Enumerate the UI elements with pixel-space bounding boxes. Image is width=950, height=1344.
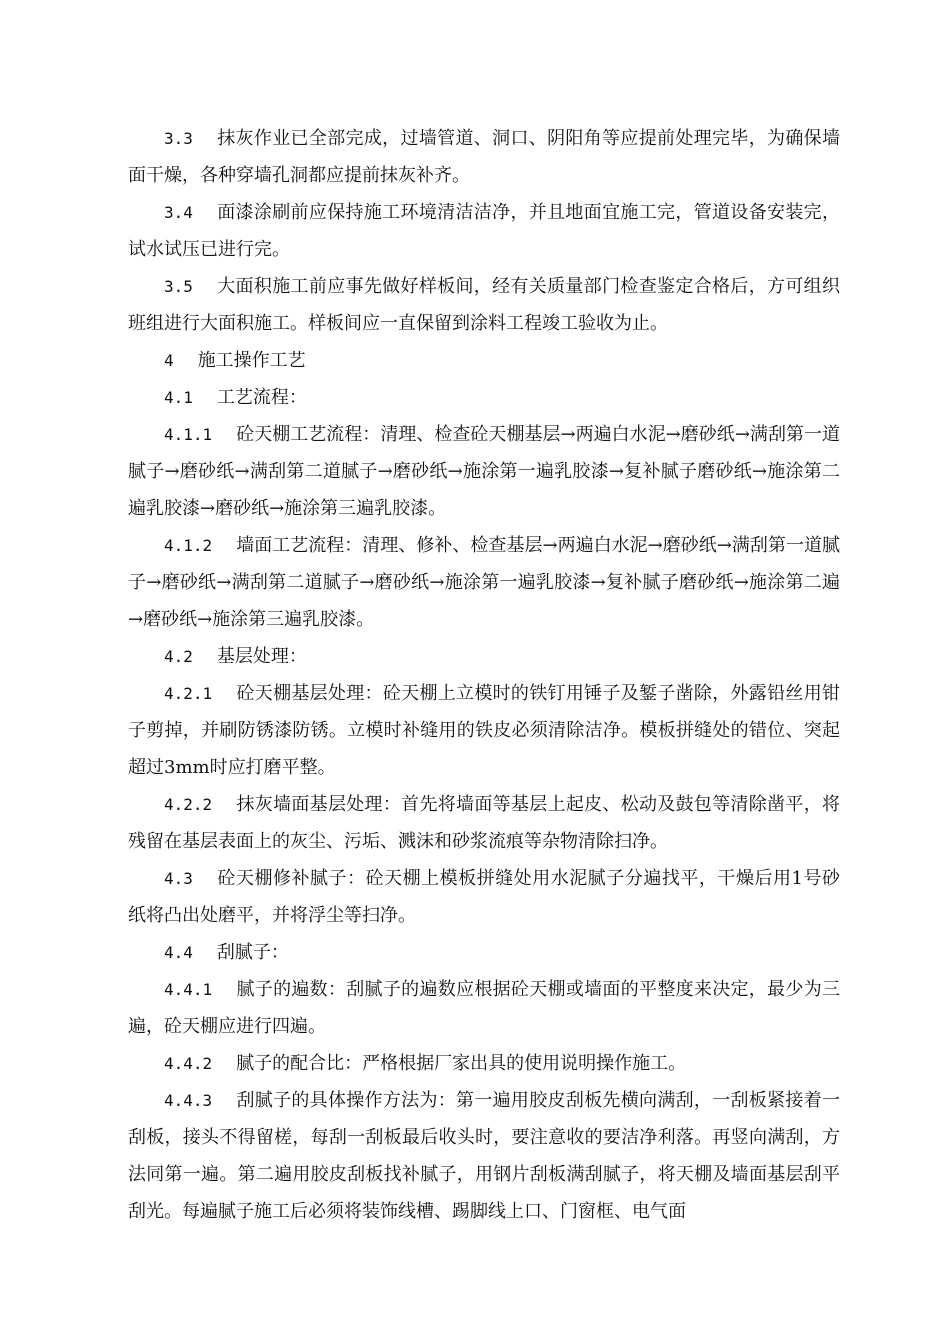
section-number: 4.4.1 xyxy=(164,980,213,999)
paragraph-4-4-1 xyxy=(128,971,840,1045)
paragraph-text: 抹灰作业已全部完成，过墙管道、洞口、阴阳角等应提前处理完毕，为确保墙面干燥，各种穿墙孔洞都应提前抹灰补齐。 xyxy=(128,128,840,186)
paragraph-text: 面漆涂刷前应保持施工环境清洁洁净，并且地面宜施工完，管道设备安装完，试水试压已进行完。 xyxy=(128,202,840,260)
paragraph-3-5 xyxy=(128,268,840,342)
paragraph-3-3 xyxy=(128,120,840,194)
paragraph-text: 砼天棚工艺流程：清理、检查砼天棚基层→两遍白水泥→磨砂纸→满刮第一道腻子→磨砂纸→满刮第二道腻子→磨砂纸→施涂第一遍乳胶漆→复补腻子磨砂纸→施涂第二遍乳胶漆→磨砂纸→施涂第三遍乳胶漆。 xyxy=(128,424,840,519)
paragraph-text: 腻子的遍数：刮腻子的遍数应根据砼天棚或墙面的平整度来决定，最少为三遍，砼天棚应进行四遍。 xyxy=(128,979,840,1037)
section-heading: 工艺流程： xyxy=(216,387,307,408)
section-heading: 刮腻子： xyxy=(216,942,289,963)
paragraph-text: 腻子的配合比：严格根据厂家出具的使用说明操作施工。 xyxy=(236,1053,687,1074)
paragraph-text: 砼天棚基层处理：砼天棚上立模时的铁钉用锤子及錾子凿除，外露铅丝用钳子剪掉，并刷防锈漆防锈。立模时补缝用的铁皮必须清除洁净。模板拼缝处的错位、突起超过3mm时应打磨平整。 xyxy=(128,683,840,778)
paragraph-4-4-2 xyxy=(128,1045,840,1082)
section-number: 3.4 xyxy=(164,203,193,222)
section-number: 4 xyxy=(164,351,174,370)
section-number: 3.3 xyxy=(164,129,193,148)
paragraph-4-3 xyxy=(128,860,840,934)
section-number: 4.2 xyxy=(164,647,193,666)
section-number: 4.1 xyxy=(164,388,193,407)
paragraph-4-4-3 xyxy=(128,1082,840,1230)
heading-4 xyxy=(128,342,840,379)
section-number: 3.5 xyxy=(164,277,193,296)
section-heading: 施工操作工艺 xyxy=(197,350,306,371)
document-body xyxy=(128,120,840,1230)
section-number: 4.2.1 xyxy=(164,684,213,703)
paragraph-text: 大面积施工前应事先做好样板间，经有关质量部门检查鉴定合格后，方可组织班组进行大面积施工。样板间应一直保留到涂料工程竣工验收为止。 xyxy=(128,276,840,334)
paragraph-text: 刮腻子的具体操作方法为：第一遍用胶皮刮板先横向满刮，一刮板紧接着一刮板，接头不得留槎，每刮一刮板最后收头时，要注意收的要洁净利落。再竖向满刮，方法同第一遍。第二遍用胶皮刮板找补腻子，用钢片刮板满刮腻子，将天棚及墙面基层刮平刮光。每遍腻子施工后必须将装饰线槽、踢脚线上口、门窗框、电气面 xyxy=(128,1090,840,1222)
section-number: 4.2.2 xyxy=(164,795,213,814)
paragraph-4-1-1 xyxy=(128,416,840,527)
heading-4-2 xyxy=(128,638,840,675)
paragraph-4-2-1 xyxy=(128,675,840,786)
paragraph-4-1-2 xyxy=(128,527,840,638)
paragraph-3-4 xyxy=(128,194,840,268)
heading-4-1 xyxy=(128,379,840,416)
paragraph-text: 墙面工艺流程：清理、修补、检查基层→两遍白水泥→磨砂纸→满刮第一道腻子→磨砂纸→满刮第二道腻子→磨砂纸→施涂第一遍乳胶漆→复补腻子磨砂纸→施涂第二遍→磨砂纸→施涂第三遍乳胶漆。 xyxy=(128,535,840,630)
paragraph-text: 抹灰墙面基层处理：首先将墙面等基层上起皮、松动及鼓包等清除凿平，将残留在基层表面上的灰尘、污垢、溅沫和砂浆流痕等杂物清除扫净。 xyxy=(128,794,840,852)
section-number: 4.1.1 xyxy=(164,425,213,444)
heading-4-4 xyxy=(128,934,840,971)
section-number: 4.4 xyxy=(164,943,193,962)
paragraph-4-2-2 xyxy=(128,786,840,860)
section-number: 4.3 xyxy=(164,869,193,888)
section-number: 4.4.2 xyxy=(164,1054,213,1073)
section-number: 4.1.2 xyxy=(164,536,213,555)
section-heading: 基层处理： xyxy=(216,646,307,667)
section-number: 4.4.3 xyxy=(164,1091,213,1110)
paragraph-text: 砼天棚修补腻子：砼天棚上模板拼缝处用水泥腻子分遍找平，干燥后用1号砂纸将凸出处磨平，并将浮尘等扫净。 xyxy=(128,868,840,926)
